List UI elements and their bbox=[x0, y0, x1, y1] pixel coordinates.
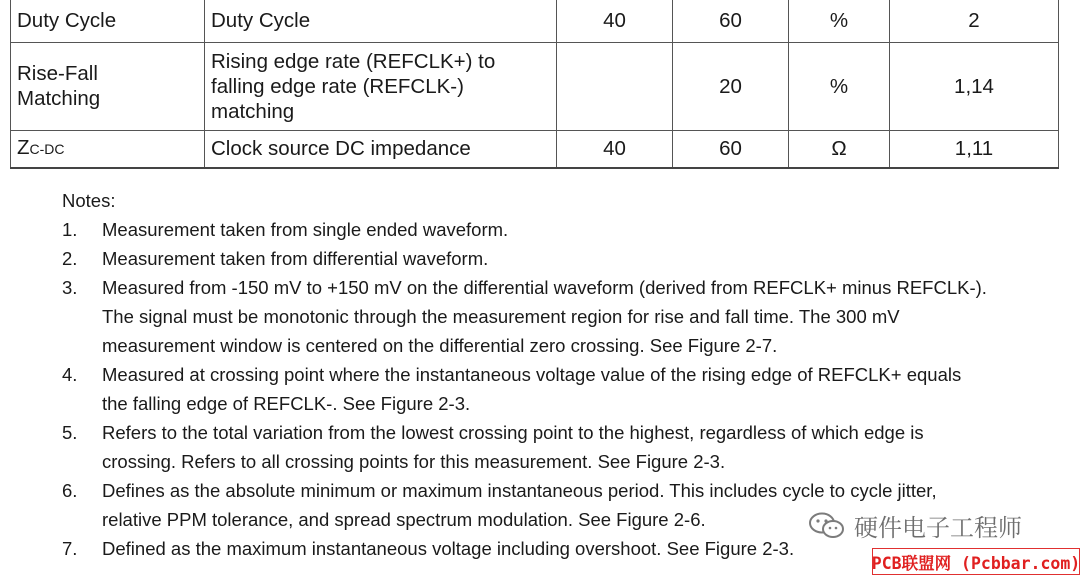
max-cell: 60 bbox=[673, 0, 789, 42]
max-cell: 20 bbox=[673, 42, 789, 130]
unit-cell: Ω bbox=[789, 130, 890, 168]
note-number: 2. bbox=[62, 248, 78, 269]
note-text: Refers to the total variation from the lowest crossing point to the highest, regardless of which edge is crossing. Refers to all crossing points for this measurement. See Figure 2-3. bbox=[102, 422, 924, 472]
note-number: 4. bbox=[62, 364, 78, 385]
note-text: Measurement taken from single ended waveform. bbox=[102, 219, 509, 240]
desc-cell: Duty Cycle bbox=[205, 0, 557, 42]
note-text: Measurement taken from differential waveform. bbox=[102, 248, 489, 269]
note-text: Defined as the maximum instantaneous voltage including overshoot. See Figure 2-3. bbox=[102, 538, 795, 559]
desc-line: Rising edge rate (REFCLK+) to bbox=[211, 49, 496, 73]
desc-line: falling edge rate (REFCLK-) bbox=[211, 74, 464, 98]
watermark-text: 硬件电子工程师 bbox=[854, 514, 1022, 542]
wechat-icon bbox=[808, 511, 846, 541]
notes-section bbox=[62, 186, 992, 563]
desc-line: matching bbox=[211, 99, 295, 123]
min-cell: 40 bbox=[557, 0, 673, 42]
param-cell: Duty Cycle bbox=[11, 0, 205, 42]
unit-cell: % bbox=[789, 42, 890, 130]
notes-cell: 1,11 bbox=[890, 130, 1059, 168]
desc-cell: Clock source DC impedance bbox=[205, 130, 557, 168]
note-number: 1. bbox=[62, 219, 78, 240]
note-text: Defines as the absolute minimum or maximum instantaneous period. This includes cycle to cycle jitter, relative PPM tolerance, and spread spectrum modulation. See Figure 2-6. bbox=[102, 480, 937, 530]
min-cell: 40 bbox=[557, 130, 673, 168]
notes-cell: 1,14 bbox=[890, 42, 1059, 130]
table-row-duty-cycle bbox=[11, 0, 1059, 42]
note-text: Measured from -150 mV to +150 mV on the differential waveform (derived from REFCLK+ minus REFCLK-). The signal must be monotonic through the measurement region for rise and fall time. The 300 mV measurement window is centered on the differential zero crossing. See Figure 2-7. bbox=[102, 277, 987, 356]
param-cell bbox=[11, 42, 205, 130]
param-line: Matching bbox=[17, 87, 101, 110]
note-number: 6. bbox=[62, 480, 78, 501]
param-main: Z bbox=[17, 136, 30, 160]
min-cell bbox=[557, 42, 673, 130]
desc-cell bbox=[205, 42, 557, 130]
spec-table bbox=[10, 0, 1059, 169]
note-text: Measured at crossing point where the instantaneous voltage value of the rising edge of REFCLK+ equals the falling edge of REFCLK-. See Figure 2-3. bbox=[102, 364, 962, 414]
table-row-rise-fall bbox=[11, 42, 1059, 130]
notes-title: Notes: bbox=[62, 190, 116, 211]
max-cell: 60 bbox=[673, 130, 789, 168]
note-item bbox=[62, 418, 992, 476]
param-subscript: C-DC bbox=[29, 141, 65, 158]
watermark bbox=[808, 508, 1022, 543]
notes-cell: 2 bbox=[890, 0, 1059, 42]
note-item bbox=[62, 244, 992, 273]
note-number: 3. bbox=[62, 277, 78, 298]
param-cell bbox=[11, 130, 205, 168]
unit-cell: % bbox=[789, 0, 890, 42]
note-item bbox=[62, 215, 992, 244]
note-item bbox=[62, 273, 992, 360]
table-row-zc-dc bbox=[11, 130, 1059, 168]
note-number: 5. bbox=[62, 422, 78, 443]
note-item bbox=[62, 360, 992, 418]
param-line: Rise-Fall bbox=[17, 62, 98, 85]
site-badge: PCB联盟网 (Pcbbar.com) bbox=[872, 548, 1080, 575]
note-number: 7. bbox=[62, 538, 78, 559]
